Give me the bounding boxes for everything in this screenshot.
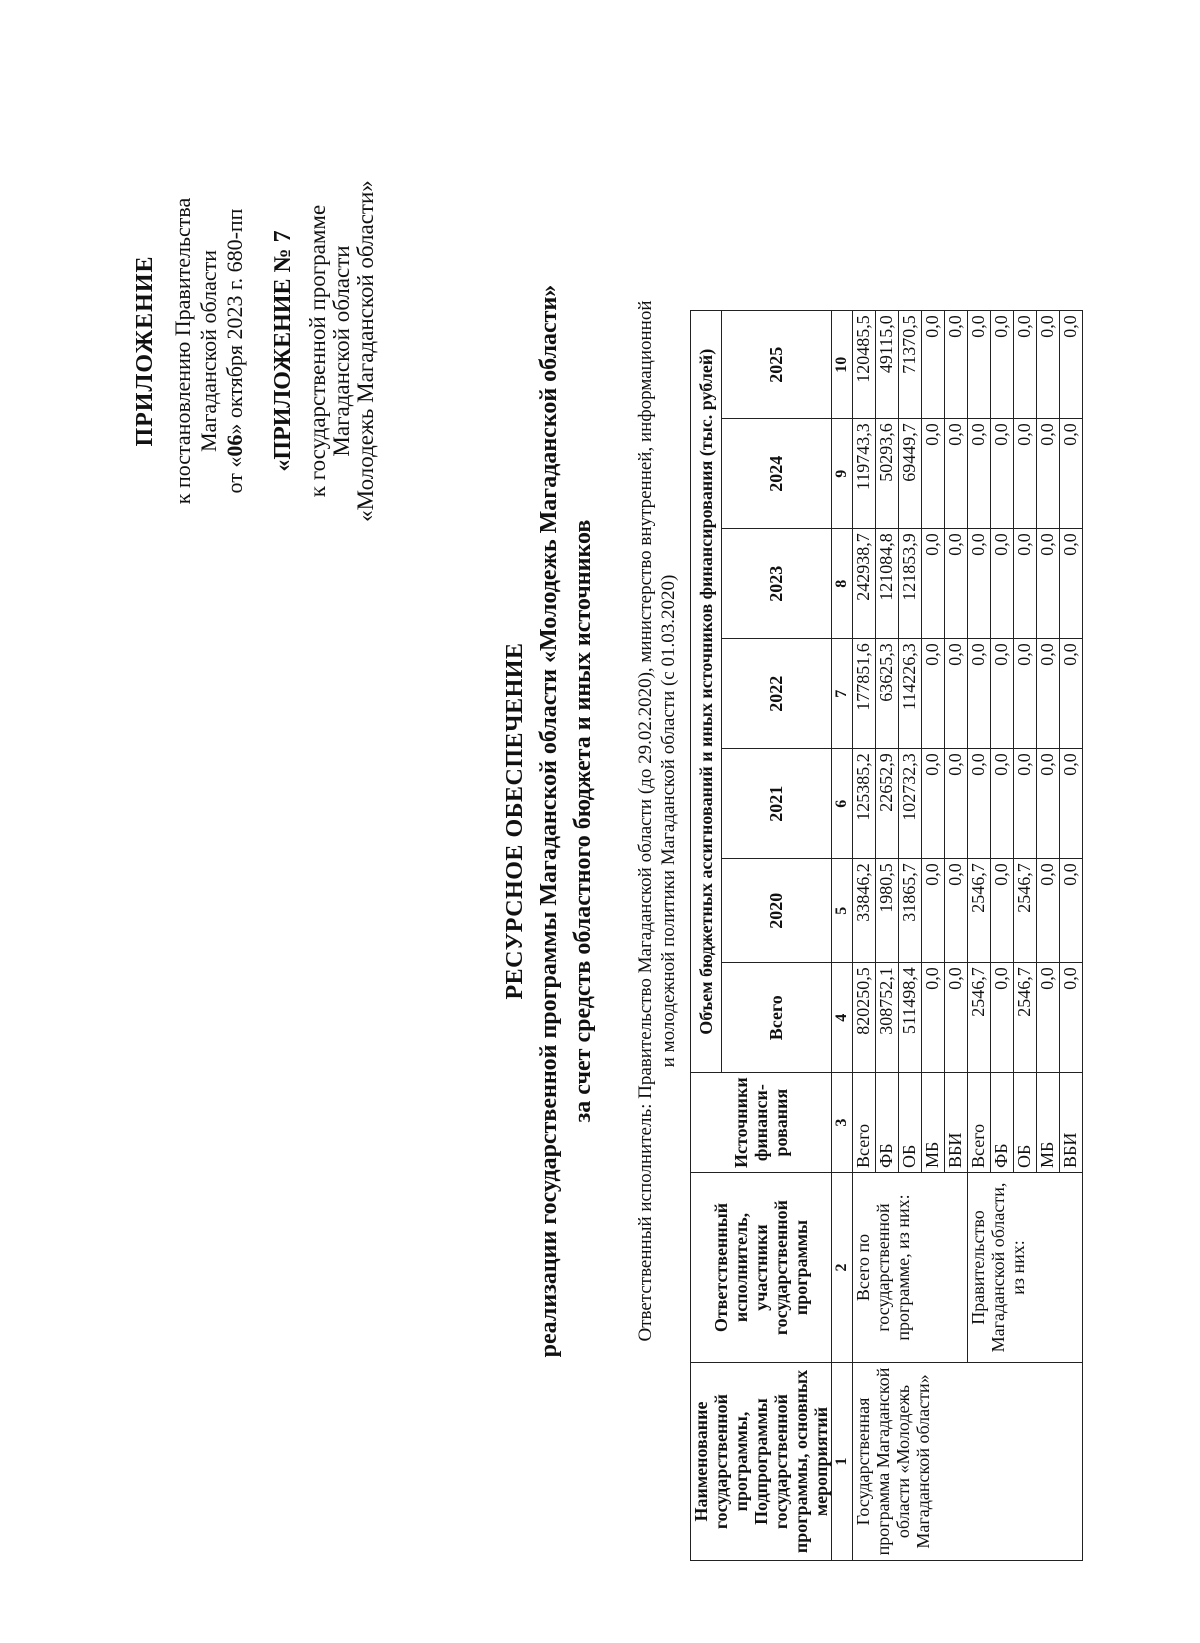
value-cell: 1980,5 xyxy=(876,859,899,963)
header-total: Всего xyxy=(721,963,831,1073)
value-cell: 69449,7 xyxy=(899,419,922,529)
value-cell: 0,0 xyxy=(922,749,945,859)
value-cell: 0,0 xyxy=(1014,639,1037,749)
index-cell: 1 xyxy=(832,1363,853,1561)
header-year: 2023 xyxy=(721,529,831,639)
source-cell: ОБ xyxy=(899,1073,922,1173)
value-cell: 308752,1 xyxy=(876,963,899,1073)
value-cell: 0,0 xyxy=(1060,963,1083,1073)
value-cell: 0,0 xyxy=(945,419,968,529)
value-cell: 0,0 xyxy=(991,311,1014,419)
value-cell: 0,0 xyxy=(968,639,991,749)
appendix-date: от «06» октября 2023 г. 680-пп xyxy=(222,208,247,494)
value-cell: 2546,7 xyxy=(1014,859,1037,963)
value-cell: 0,0 xyxy=(1037,311,1060,419)
table-row xyxy=(853,311,876,1561)
value-cell: 177851,6 xyxy=(853,639,876,749)
value-cell: 119743,3 xyxy=(853,419,876,529)
source-cell: Всего xyxy=(853,1073,876,1173)
header-year: 2021 xyxy=(721,749,831,859)
header-year: 2022 xyxy=(721,639,831,749)
value-cell: 50293,6 xyxy=(876,419,899,529)
value-cell: 0,0 xyxy=(945,859,968,963)
executor-group-government: Правительство Магаданской области, из них: xyxy=(968,1173,1083,1363)
value-cell: 0,0 xyxy=(1014,529,1037,639)
value-cell: 2546,7 xyxy=(1014,963,1037,1073)
value-cell: 0,0 xyxy=(945,963,968,1073)
appendix-title-2: «ПРИЛОЖЕНИЕ № 7 xyxy=(270,230,296,472)
value-cell: 114226,3 xyxy=(899,639,922,749)
heading-title: РЕСУРСНОЕ ОБЕСПЕЧЕНИЕ xyxy=(502,642,528,1000)
appendix-line: к постановлению Правительства xyxy=(170,197,195,505)
value-cell: 102732,3 xyxy=(899,749,922,859)
source-cell: ОБ xyxy=(1014,1073,1037,1173)
header-sources: Источники финанси-рования xyxy=(691,1073,832,1173)
value-cell: 0,0 xyxy=(945,639,968,749)
source-cell: МБ xyxy=(922,1073,945,1173)
source-cell: ВБИ xyxy=(1060,1073,1083,1173)
value-cell: 63625,3 xyxy=(876,639,899,749)
heading-subtitle: реализации государственной программы Магаданской области «Молодежь Магаданской области» xyxy=(536,284,562,1358)
header-year: 2025 xyxy=(721,311,831,419)
value-cell: 0,0 xyxy=(922,311,945,419)
value-cell: 49115,0 xyxy=(876,311,899,419)
source-cell: ФБ xyxy=(876,1073,899,1173)
value-cell: 242938,7 xyxy=(853,529,876,639)
value-cell: 0,0 xyxy=(991,419,1014,529)
executor-line: и молодежной политики Магаданской области (с 01.03.2020) xyxy=(658,574,679,1068)
value-cell: 0,0 xyxy=(991,963,1014,1073)
value-cell: 125385,2 xyxy=(853,749,876,859)
value-cell: 0,0 xyxy=(1060,859,1083,963)
value-cell: 0,0 xyxy=(1037,963,1060,1073)
value-cell: 0,0 xyxy=(968,311,991,419)
value-cell: 0,0 xyxy=(945,749,968,859)
value-cell: 0,0 xyxy=(1014,419,1037,529)
index-cell: 5 xyxy=(832,859,853,963)
value-cell: 0,0 xyxy=(1014,749,1037,859)
appendix-block xyxy=(132,121,378,581)
header-executor: Ответственный исполнитель, участники государственной программы xyxy=(691,1173,832,1363)
value-cell: 0,0 xyxy=(945,529,968,639)
source-cell: Всего xyxy=(968,1073,991,1173)
value-cell: 0,0 xyxy=(1060,311,1083,419)
value-cell: 0,0 xyxy=(991,639,1014,749)
program-name-cell: Государственная программа Магаданской области «Молодежь Магаданской области» xyxy=(853,1363,1083,1561)
value-cell: 0,0 xyxy=(1060,639,1083,749)
header-year: 2024 xyxy=(721,419,831,529)
value-cell: 0,0 xyxy=(922,859,945,963)
index-cell: 10 xyxy=(832,311,853,419)
resource-table xyxy=(690,310,1083,1561)
header-budget-volume: Объем бюджетных ассигнований и иных источников финансирования (тыс. рублей) xyxy=(691,311,722,1073)
value-cell: 22652,9 xyxy=(876,749,899,859)
value-cell: 0,0 xyxy=(991,529,1014,639)
appendix-line: «Молодежь Магаданской области» xyxy=(353,180,378,522)
value-cell: 2546,7 xyxy=(968,859,991,963)
source-cell: МБ xyxy=(1037,1073,1060,1173)
value-cell: 0,0 xyxy=(1060,529,1083,639)
value-cell: 0,0 xyxy=(968,419,991,529)
heading-subtitle: за счет средств областного бюджета и иных источников xyxy=(570,519,596,1123)
value-cell: 0,0 xyxy=(922,419,945,529)
value-cell: 0,0 xyxy=(991,749,1014,859)
value-cell: 0,0 xyxy=(1014,311,1037,419)
appendix-title: ПРИЛОЖЕНИЕ xyxy=(132,255,158,447)
value-cell: 0,0 xyxy=(922,529,945,639)
index-cell: 8 xyxy=(832,529,853,639)
executor-line: Ответственный исполнитель: Правительство Магаданской области (до 29.02.2020), министерство внутренней, информационной xyxy=(635,300,656,1342)
value-cell: 0,0 xyxy=(991,859,1014,963)
value-cell: 0,0 xyxy=(1037,749,1060,859)
index-cell: 9 xyxy=(832,419,853,529)
value-cell: 0,0 xyxy=(922,639,945,749)
value-cell: 0,0 xyxy=(968,529,991,639)
value-cell: 120485,5 xyxy=(853,311,876,419)
appendix-line: к государственной программе xyxy=(305,204,330,498)
value-cell: 121853,9 xyxy=(899,529,922,639)
appendix-line: Магаданской области xyxy=(329,245,354,457)
value-cell: 33846,2 xyxy=(853,859,876,963)
value-cell: 511498,4 xyxy=(899,963,922,1073)
value-cell: 0,0 xyxy=(1037,529,1060,639)
index-cell: 3 xyxy=(832,1073,853,1173)
index-cell: 7 xyxy=(832,639,853,749)
value-cell: 2546,7 xyxy=(968,963,991,1073)
value-cell: 0,0 xyxy=(1060,419,1083,529)
value-cell: 0,0 xyxy=(1037,639,1060,749)
value-cell: 0,0 xyxy=(1060,749,1083,859)
value-cell: 0,0 xyxy=(922,963,945,1073)
source-cell: ФБ xyxy=(991,1073,1014,1173)
source-cell: ВБИ xyxy=(945,1073,968,1173)
value-cell: 0,0 xyxy=(1037,859,1060,963)
header-year: 2020 xyxy=(721,859,831,963)
value-cell: 31865,7 xyxy=(899,859,922,963)
resource-table-wrap xyxy=(690,310,1083,1561)
header-program-name: Наименование государственной программы, Подпрограммы государственной программы, основных мероприятий xyxy=(691,1363,832,1561)
value-cell: 820250,5 xyxy=(853,963,876,1073)
index-cell: 6 xyxy=(832,749,853,859)
value-cell: 0,0 xyxy=(945,311,968,419)
value-cell: 71370,5 xyxy=(899,311,922,419)
executor-group-total: Всего по государственной программе, из них: xyxy=(853,1173,968,1363)
value-cell: 0,0 xyxy=(968,749,991,859)
rotated-document-page xyxy=(40,41,1160,1601)
document-heading xyxy=(502,81,597,1561)
appendix-line: Магаданской области xyxy=(196,250,221,452)
index-cell: 2 xyxy=(832,1173,853,1363)
index-cell: 4 xyxy=(832,963,853,1073)
value-cell: 0,0 xyxy=(1037,419,1060,529)
responsible-executor xyxy=(634,81,680,1561)
value-cell: 121084,8 xyxy=(876,529,899,639)
